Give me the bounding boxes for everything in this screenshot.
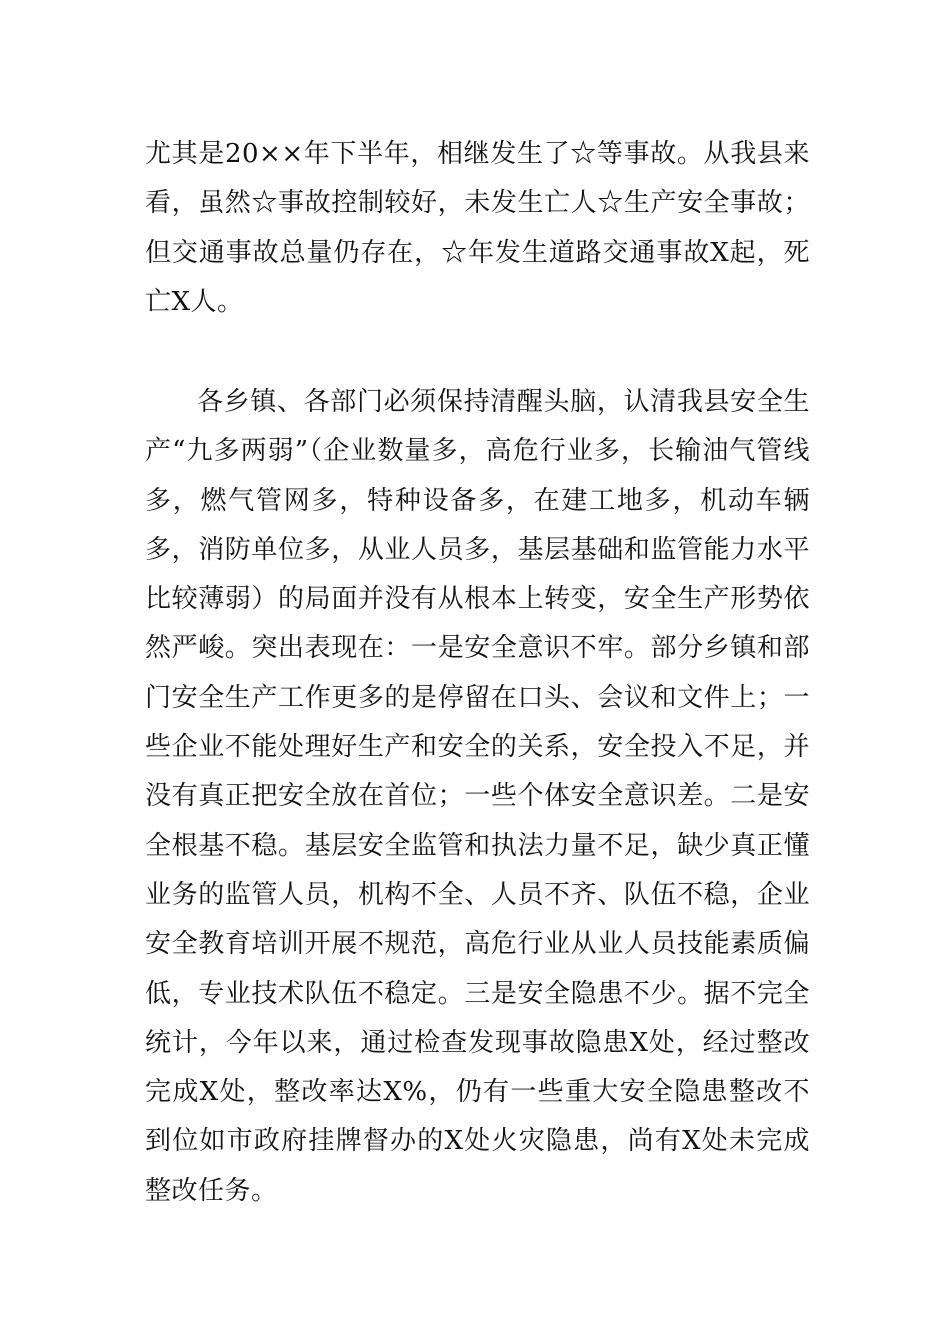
paragraph-safety-situation: 各乡镇、各部门必须保持清醒头脑，认清我县安全生产“九多两弱”（企业数量多，高危行业多，长输油气管线多，燃气管网多，特种设备多，在建工地多，机动车辆多，消防单位多，从业人员多，基层基础和监管能力水平比较薄弱）的局面并没有从根本上转变，安全生产形势依然严峻。突出表现在：一是安全意识不牢。部分乡镇和部门安全生产工作更多的是停留在口头、会议和文件上；一些企业不能处理好生产和安全的关系，安全投入不足，并没有真正把安全放在首位；一些个体安全意识差。二是安全根基不稳。基层安全监管和执法力量不足，缺少真正懂业务的监管人员，机构不全、人员不齐、队伍不稳，企业安全教育培训开展不规范，高危行业从业人员技能素质偏低，专业技术队伍不稳定。三是安全隐患不少。据不完全统计，今年以来，通过检查发现事故隐患X处，经过整改完成X处，整改率达X%，仍有一些重大安全隐患整改不到位如市政府挂牌督办的X处火灾隐患，尚有X处未完成整改任务。 [145, 387, 810, 1206]
paragraph-accident-summary: 尤其是20××年下半年，相继发生了☆等事故。从我县来看，虽然☆事故控制较好，未发生亡人☆生产安全事故；但交通事故总量仍存在，☆年发生道路交通事故X起，死亡X人。 [145, 139, 810, 317]
